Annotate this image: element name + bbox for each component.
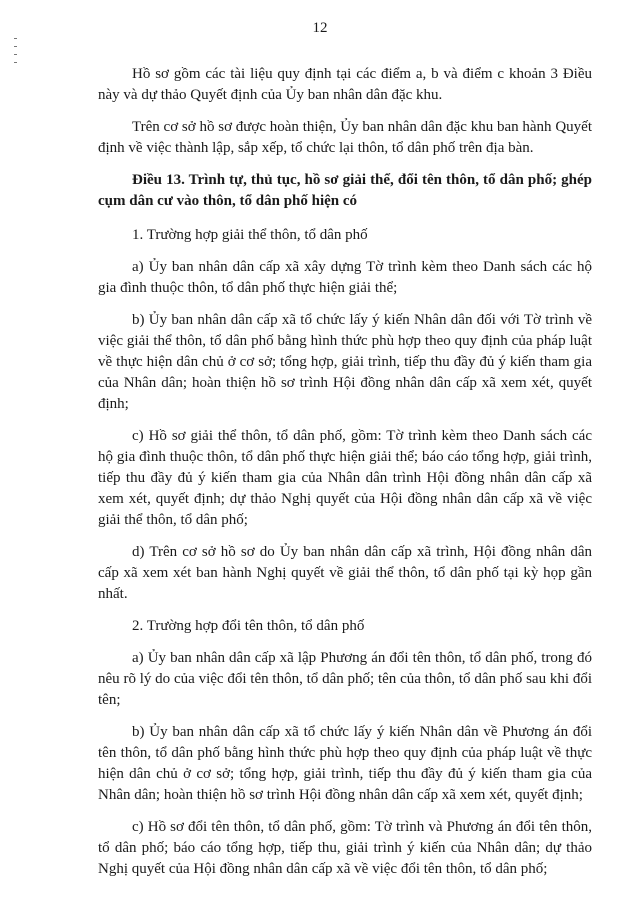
paragraph: Hồ sơ gồm các tài liệu quy định tại các điểm a, b và điểm c khoản 3 Điều này và dự thảo Quyết định của Ủy ban nhân dân đặc khu. [98,66,592,103]
section-heading: 1. Trường hợp giải thể thôn, tổ dân phố [132,227,368,243]
paragraph: d) Trên cơ sở hồ sơ do Ủy ban nhân dân cấp xã trình, Hội đồng nhân dân cấp xã xem xét ban hành Nghị quyết về giải thể thôn, tổ dân phố tại kỳ họp gần nhất. [98,544,592,602]
scan-mark [14,54,17,55]
scan-mark [14,38,17,39]
paragraph: c) Hồ sơ đổi tên thôn, tổ dân phố, gồm: Tờ trình và Phương án đổi tên thôn, tổ dân phố; báo cáo tổng hợp, tiếp thu, giải trình ý kiến của Nhân dân; dự thảo Nghị quyết của Hội đồng nhân dân cấp xã về việc đổi tên thôn, tổ dân phố; [98,819,592,877]
paragraph: b) Ủy ban nhân dân cấp xã tổ chức lấy ý kiến Nhân dân đối với Tờ trình về việc giải thể thôn, tổ dân phố bằng hình thức phù hợp theo quy định của pháp luật về thực hiện dân chủ ở cơ sở; tổng hợp, giải trình, tiếp thu đầy đủ ý kiến tham gia của Nhân dân; hoàn thiện hồ sơ trình Hội đồng nhân dân cấp xã xem xét, quyết định; [98,312,592,412]
paragraph: a) Ủy ban nhân dân cấp xã lập Phương án đổi tên thôn, tổ dân phố, trong đó nêu rõ lý do của việc đổi tên thôn, tổ dân phố; tên của thôn, tổ dân phố sau khi đổi tên; [98,650,592,708]
paragraph: b) Ủy ban nhân dân cấp xã tổ chức lấy ý kiến Nhân dân về Phương án đổi tên thôn, tổ dân phố bằng hình thức phù hợp theo quy định của pháp luật về thực hiện dân chủ ở cơ sở; tổng hợp, giải trình, tiếp thu đầy đủ ý kiến tham gia của Nhân dân; hoàn thiện hồ sơ trình Hội đồng nhân dân cấp xã xem xét, quyết định; [98,724,592,803]
paragraph: a) Ủy ban nhân dân cấp xã xây dựng Tờ trình kèm theo Danh sách các hộ gia đình thuộc thôn, tổ dân phố thực hiện giải thể; [98,259,592,296]
section-heading: 2. Trường hợp đổi tên thôn, tổ dân phố [132,618,365,634]
scan-mark [14,46,17,47]
paragraph: Trên cơ sở hồ sơ được hoàn thiện, Ủy ban nhân dân đặc khu ban hành Quyết định về việc thành lập, sắp xếp, tổ chức lại thôn, tổ dân phố trên địa bàn. [98,119,592,156]
article-heading: Điều 13. Trình tự, thủ tục, hồ sơ giải thể, đổi tên thôn, tổ dân phố; ghép cụm dân cư vào thôn, tổ dân phố hiện có [98,172,592,209]
document-body [98,64,592,889]
paragraph: c) Hồ sơ giải thể thôn, tổ dân phố, gồm: Tờ trình kèm theo Danh sách các hộ gia đình thuộc thôn, tổ dân phố thực hiện giải thể; báo cáo tổng hợp, giải trình, tiếp thu đầy đủ ý kiến tham gia của Nhân dân trình Hội đồng nhân dân cấp xã xem xét, quyết định; dự thảo Nghị quyết của Hội đồng nhân dân cấp xã về việc giải thể thôn, tổ dân phố; [98,428,592,528]
scan-mark [14,62,17,63]
page-number: 12 [312,20,328,36]
